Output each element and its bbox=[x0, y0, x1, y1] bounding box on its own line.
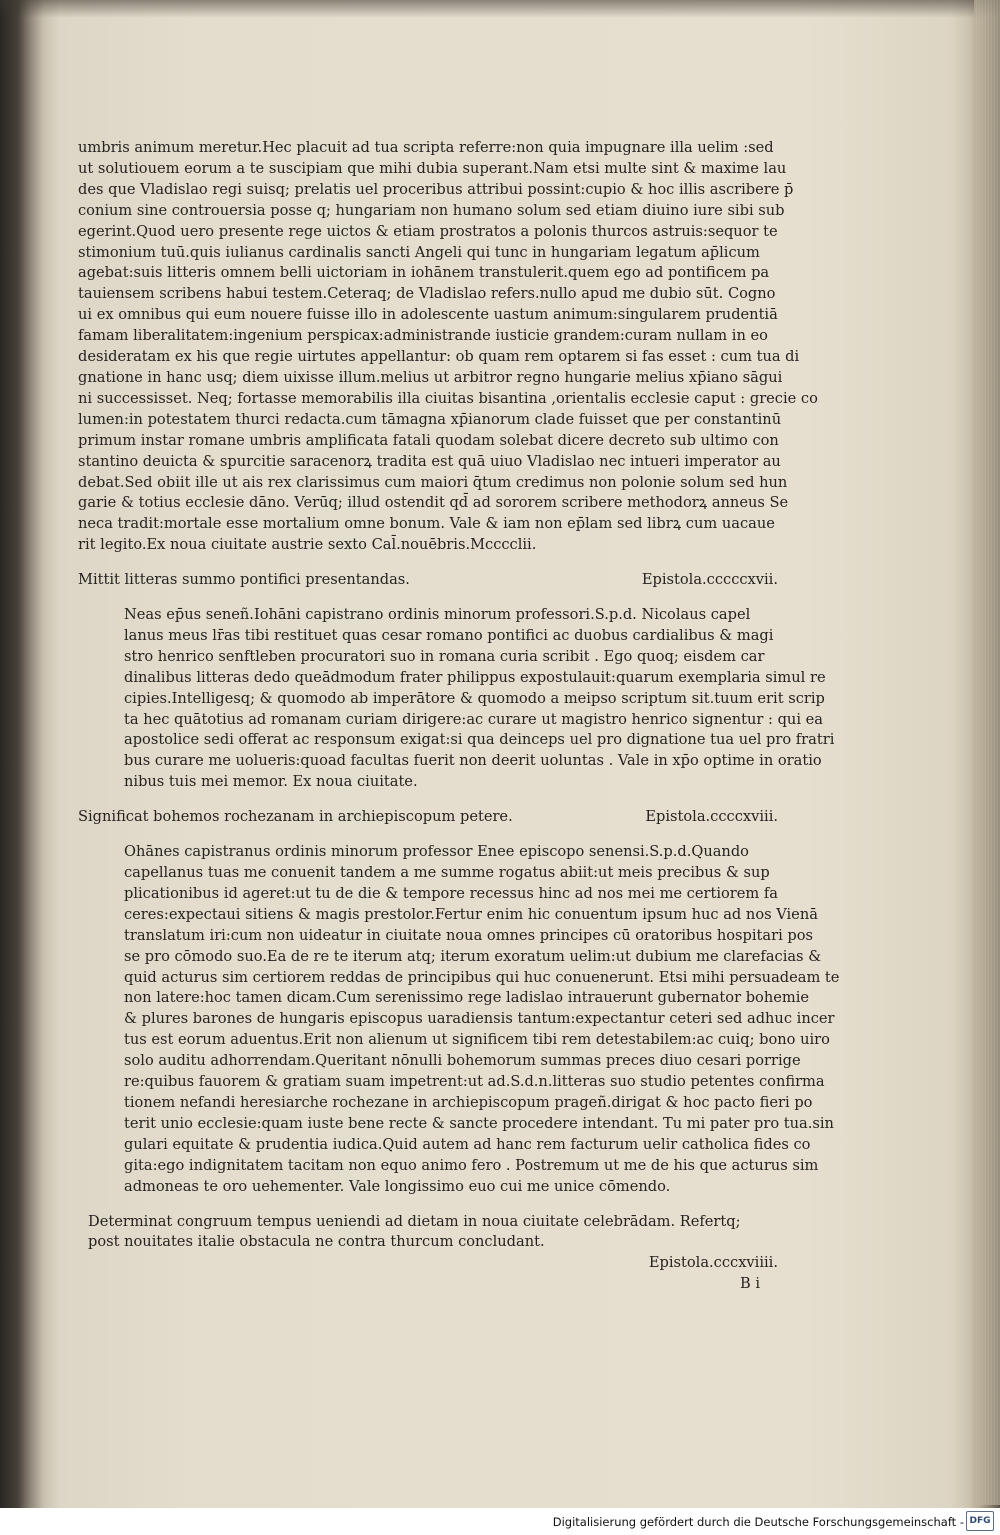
text-line: lanus meus lr̄as tibi restituet quas cesar romano pontifici ac duobus cardialibus & magi bbox=[124, 626, 774, 644]
epistola-number: Epistola.cccxviiii. bbox=[648, 1254, 778, 1272]
epistola-number: Epistola.cccccxvii. bbox=[641, 571, 778, 589]
text-line: capellanus tuas me conuenit tandem a me summe rogatus abiit:ut meis precibus & sup bbox=[124, 864, 770, 881]
text-line: agebat:suis litteris omnem belli uictoriam in iohānem transtulerit.quem ego ad pontificem pa bbox=[78, 264, 770, 282]
page-edge-stack bbox=[974, 0, 1000, 1505]
text-line: non latere:hoc tamen dicam.Cum serenissimo rege ladislao intrauerunt gubernator bohemie bbox=[124, 989, 809, 1007]
text-line: gnatione in hanc usq; diem uixisse illum.melius ut arbitror regno hungarie melius xp̄iano sāgui bbox=[78, 368, 783, 386]
text-line: re:quibus fauorem & gratiam suam impetrent:ut ad.S.d.n.litteras suo studio petentes confirma bbox=[124, 1073, 825, 1091]
text-line: rit legito.Ex noua ciuitate austrie sexto Cal̄.nouēbris.Mcccclii. bbox=[78, 536, 537, 554]
text-line: ceres:expectaui sitiens & magis prestolor.Fertur enim hic conuentum ipsum huc ad nos Vienā bbox=[124, 905, 818, 923]
letter-body bbox=[78, 842, 840, 1197]
text-line: ni successisset. Neq; fortasse memorabilis illa ciuitas bisantina ,orientalis ecclesie caput : grecie co bbox=[78, 389, 818, 407]
text-line: ui ex omnibus qui eum nouere fuisse illo in adolescente uastum animum:singularem prudentiā bbox=[78, 306, 778, 324]
text-line: ut solutiouem eorum a te suscipiam que mihi dubia superant.Nam etsi multe sint & maxime lau bbox=[78, 159, 787, 177]
text-line: stantino deuicta & spurcitie saracenorꝝ tradita est quā uiuo Vladislao nec intueri imperator au bbox=[78, 452, 781, 470]
text-line: cipies.Intelligesq; & quomodo ab imperātore & quomodo a meipso scriptum sit.tuum erit scrip bbox=[124, 689, 825, 707]
text-line: translatum iri:cum non uideatur in ciuitate noua omnes principes cū oratoribus hospitari pos bbox=[124, 926, 814, 944]
text-line: stro henrico senftleben procuratori suo in romana curia scribit . Ego quoq; eisdem car bbox=[124, 647, 765, 665]
epistola-number: Epistola.ccccxviii. bbox=[645, 808, 778, 826]
dfg-logo-icon: DFG bbox=[966, 1511, 994, 1531]
digitization-credit: Digitalisierung gefördert durch die Deutsche Forschungsgemeinschaft - bbox=[552, 1515, 964, 1529]
signature-mark: B i bbox=[739, 1275, 760, 1293]
text-line: umbris animum meretur.Hec placuit ad tua scripta referre:non quia impugnare illa uelim :sed bbox=[78, 139, 774, 156]
text-line: Determinat congruum tempus ueniendi ad dietam in noua ciuitate celebrādam. Refertq; bbox=[88, 1212, 741, 1230]
letter-heading bbox=[78, 1212, 778, 1296]
text-line: solo auditu adhorrendam.Queritant nōnulli bohemorum summas preces diuo cesari porrige bbox=[124, 1052, 801, 1070]
text-line: apostolice sedi offerat ac responsum exigat:si qua deinceps uel pro dignatione tua uel pro fratri bbox=[124, 731, 835, 749]
text-line: admoneas te oro uehementer. Vale longissimo euo cui me unice cōmendo. bbox=[124, 1177, 671, 1195]
text-line: bus curare me uolueris:quoad facultas fuerit non deerit uoluntas . Vale in xp̄o optime in oratio bbox=[124, 752, 822, 770]
text-line: conium sine controuersia posse q; hungariam non humano solum sed etiam diuino iure sibi sub bbox=[78, 201, 785, 219]
text-line: ta hec quātotius ad romanam curiam dirigere:ac curare ut magistro henrico signentur : qui ea bbox=[124, 710, 823, 728]
text-line: dinalibus litteras dedo queādmodum frater philippus expostulauit:quarum exemplaria simul re bbox=[124, 668, 826, 686]
heading-summary: Mittit litteras summo pontifici presentandas. bbox=[78, 571, 410, 589]
page-text bbox=[78, 138, 840, 1295]
text-line: primum instar romane umbris amplificata fatali quodam solebat dicere decreto sub ultimo con bbox=[78, 431, 779, 449]
text-line: post nouitates italie obstacula ne contra thurcum concludant. bbox=[88, 1233, 545, 1251]
text-line: Ohānes capistranus ordinis minorum professor Enee episcopo senensi.S.p.d.Quando bbox=[124, 843, 749, 861]
text-line: lumen:in potestatem thurci redacta.cum tāmagna xp̄ianorum clade fuisset que per constantinū bbox=[78, 410, 782, 428]
text-line: nibus tuis mei memor. Ex noua ciuitate. bbox=[124, 773, 418, 791]
text-line: gita:ego indignitatem tacitam non equo animo fero . Postremum ut me de his que acturus sim bbox=[124, 1156, 819, 1174]
letter-heading bbox=[78, 807, 778, 828]
text-line: Neas ep̄us seneñ.Iohāni capistrano ordinis minorum professori.S.p.d. Nicolaus capel bbox=[124, 606, 751, 624]
letter-body bbox=[78, 605, 835, 793]
text-line: plicationibus id ageret:ut tu de die & tempore recessus hinc ad nos mei me certiorem fa bbox=[124, 884, 778, 902]
text-line: egerint.Quod uero presente rege uictos & etiam prostratos a polonis thurcos astruis:sequor te bbox=[78, 222, 778, 240]
letter-continuation bbox=[78, 138, 818, 556]
text-line: quid acturus sim certiorem reddas de principibus qui huc conuenerunt. Etsi mihi persuadeam te bbox=[124, 968, 840, 986]
text-line: terit unio ecclesie:quam iuste bene recte & sancte procedere intendant. Tu mi pater pro tua.sin bbox=[124, 1114, 834, 1132]
letter-heading bbox=[78, 570, 778, 591]
text-line: famam liberalitatem:ingenium perspicax:administrande iusticie grandem:curam nullam in eo bbox=[78, 327, 768, 345]
text-line: garie & totius ecclesie dāno. Verūq; illud ostendit qd̄ ad sororem scribere methodorꝝ anneus Se bbox=[78, 494, 789, 512]
text-line: tionem nefandi heresiarche rochezane in archiepiscopum prageñ.dirigat & hoc pacto fieri po bbox=[124, 1093, 813, 1111]
heading-summary: Significat bohemos rochezanam in archiepiscopum petere. bbox=[78, 808, 513, 826]
text-line: tauiensem scribens habui testem.Ceteraq; de Vladislao refers.nullo apud me dubio sūt. Cogno bbox=[78, 285, 776, 303]
text-line: des que Vladislao regi suisq; prelatis uel proceribus attribui possint:cupio & hoc illis ascribere p̄ bbox=[78, 180, 794, 198]
page-top-shadow bbox=[0, 0, 1000, 18]
text-line: se pro cōmodo suo.Ea de re te iterum atq; iterum exoratum uelim:ut dubium me clarefacias & bbox=[124, 947, 822, 965]
text-line: & plures barones de hungaris episcopus uaradiensis tantum:expectantur ceteri sed adhuc incer bbox=[124, 1010, 835, 1028]
text-line: desideratam ex his que regie uirtutes appellantur: ob quam rem optarem si fas esset : cum tua di bbox=[78, 348, 800, 366]
text-line: debat.Sed obiit ille ut ais rex clarissimus cum maiori q̄tum credimus non polonie solum sed hun bbox=[78, 473, 788, 491]
text-line: stimonium tuū.quis iulianus cardinalis sancti Angeli qui tunc in hungariam legatum ap̄licum bbox=[78, 243, 760, 261]
text-line: neca tradit:mortale esse mortalium omne bonum. Vale & iam non ep̄lam sed librꝝ cum uacaue bbox=[78, 515, 775, 533]
text-line: tus est eorum aduentus.Erit non alienum ut significem tibi rem detestabilem:ac cuiq; bono uiro bbox=[124, 1031, 830, 1049]
text-line: gulari equitate & prudentia iudica.Quid autem ad hanc rem facturum uelir catholica fides co bbox=[124, 1135, 811, 1153]
